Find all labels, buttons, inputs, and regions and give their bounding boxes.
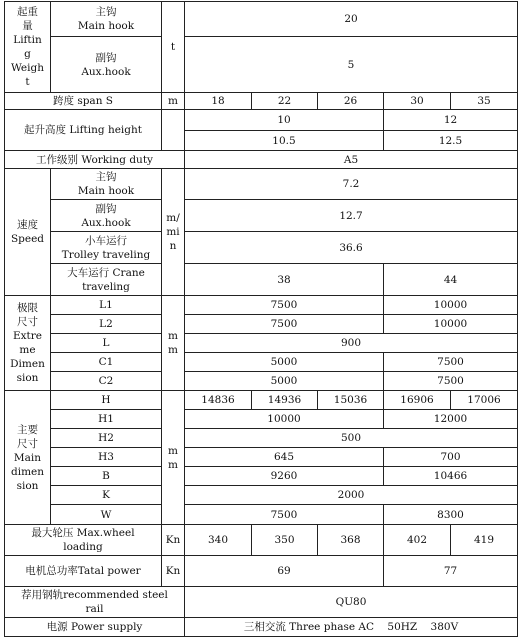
total-power-unit: Kn	[162, 556, 185, 587]
speed-main-hook-label: 主钩 Main hook	[51, 169, 162, 200]
row-dim-W	[5, 505, 518, 525]
speed-aux-hook-label: 副钩 Aux.hook	[51, 200, 162, 232]
dim-H-value: 14836	[185, 391, 252, 410]
crane-spec-table	[4, 1, 518, 637]
wheel-pressure-label: 最大轮压 Max.wheel loading	[5, 525, 162, 556]
row-total-power	[5, 556, 518, 587]
lifting-height-unit	[162, 110, 185, 151]
total-power-value: 69	[185, 556, 384, 587]
dim-B-label: B	[51, 467, 162, 486]
dim-L2-label: L2	[51, 315, 162, 334]
main-dim-label: 主要 尺寸 Main dimen sion	[5, 391, 51, 525]
dim-H-value: 14936	[252, 391, 318, 410]
span-value: 30	[384, 93, 451, 110]
dim-L1-value: 10000	[384, 296, 518, 315]
dim-H-value: 17006	[451, 391, 518, 410]
dim-L2-value: 10000	[384, 315, 518, 334]
power-supply-label: 电源 Power supply	[5, 618, 185, 637]
row-working-duty	[5, 151, 518, 169]
row-capacity-aux	[5, 37, 518, 93]
row-speed-trolley	[5, 232, 518, 264]
extreme-dim-unit: mm	[162, 296, 185, 391]
row-dim-B	[5, 467, 518, 486]
extreme-dim-label: 极限 尺寸 Extre me Dimen sion	[5, 296, 51, 391]
dim-H1-label: H1	[51, 410, 162, 429]
row-wheel-pressure	[5, 525, 518, 556]
dim-H1-value: 10000	[185, 410, 384, 429]
dim-B-value: 9260	[185, 467, 384, 486]
dim-L-value: 900	[185, 334, 518, 353]
row-dim-H1	[5, 410, 518, 429]
wheel-pressure-unit: Kn	[162, 525, 185, 556]
span-unit: m	[162, 93, 185, 110]
dim-C1-value: 7500	[384, 353, 518, 372]
dim-L2-value: 7500	[185, 315, 384, 334]
lifting-height-value: 10	[185, 110, 384, 131]
span-value: 18	[185, 93, 252, 110]
dim-H-label: H	[51, 391, 162, 410]
main-dim-unit: mm	[162, 391, 185, 525]
dim-B-value: 10466	[384, 467, 518, 486]
dim-H-value: 16906	[384, 391, 451, 410]
speed-crane-value: 44	[384, 264, 518, 296]
span-value: 26	[318, 93, 384, 110]
row-rail	[5, 587, 518, 618]
working-duty-value: A5	[185, 151, 518, 169]
dim-H3-value: 645	[185, 448, 384, 467]
dim-H2-value: 500	[185, 429, 518, 448]
speed-crane-value: 38	[185, 264, 384, 296]
span-value: 22	[252, 93, 318, 110]
row-dim-K	[5, 486, 518, 505]
speed-trolley-value: 36.6	[185, 232, 518, 264]
row-dim-H	[5, 391, 518, 410]
span-value: 35	[451, 93, 518, 110]
dim-W-label: W	[51, 505, 162, 525]
dim-H1-value: 12000	[384, 410, 518, 429]
dim-C1-value: 5000	[185, 353, 384, 372]
wheel-pressure-value: 368	[318, 525, 384, 556]
row-power-supply	[5, 618, 518, 637]
power-supply-value: 三相交流 Three phase AC 50HZ 380V	[185, 618, 518, 637]
total-power-label: 电机总功率Tatal power	[5, 556, 162, 587]
row-dim-L1	[5, 296, 518, 315]
capacity-label: 起重 量 Liftin g Weigh t	[5, 2, 51, 93]
working-duty-label: 工作级别 Working duty	[5, 151, 185, 169]
rail-value: QU80	[185, 587, 518, 618]
dim-H-value: 15036	[318, 391, 384, 410]
speed-aux-hook-value: 12.7	[185, 200, 518, 232]
dim-L1-value: 7500	[185, 296, 384, 315]
rail-label: 荐用钢轨recommended steel rail	[5, 587, 185, 618]
lifting-height-value: 12.5	[384, 131, 518, 151]
lifting-height-value: 12	[384, 110, 518, 131]
dim-K-value: 2000	[185, 486, 518, 505]
row-dim-C2	[5, 372, 518, 391]
dim-H2-label: H2	[51, 429, 162, 448]
row-dim-H3	[5, 448, 518, 467]
row-dim-H2	[5, 429, 518, 448]
dim-W-value: 7500	[185, 505, 384, 525]
speed-crane-label: 大车运行 Crane traveling	[51, 264, 162, 296]
dim-H3-value: 700	[384, 448, 518, 467]
dim-L-label: L	[51, 334, 162, 353]
total-power-value: 77	[384, 556, 518, 587]
wheel-pressure-value: 419	[451, 525, 518, 556]
wheel-pressure-value: 340	[185, 525, 252, 556]
row-span	[5, 93, 518, 110]
lifting-height-label: 起升高度 Lifting height	[5, 110, 162, 151]
dim-H3-label: H3	[51, 448, 162, 467]
speed-trolley-label: 小车运行 Trolley traveling	[51, 232, 162, 264]
capacity-aux-hook-label: 副钩 Aux.hook	[51, 37, 162, 93]
wheel-pressure-value: 402	[384, 525, 451, 556]
span-label: 跨度 span S	[5, 93, 162, 110]
wheel-pressure-value: 350	[252, 525, 318, 556]
row-lifting-height-1	[5, 110, 518, 131]
row-dim-C1	[5, 353, 518, 372]
dim-W-value: 8300	[384, 505, 518, 525]
dim-C1-label: C1	[51, 353, 162, 372]
speed-unit: m/ mi n	[162, 169, 185, 296]
row-speed-aux	[5, 200, 518, 232]
dim-K-label: K	[51, 486, 162, 505]
speed-label: 速度 Speed	[5, 169, 51, 296]
lifting-height-value: 10.5	[185, 131, 384, 151]
row-dim-L2	[5, 315, 518, 334]
dim-C2-value: 5000	[185, 372, 384, 391]
speed-main-hook-value: 7.2	[185, 169, 518, 200]
spec-table-wrapper	[4, 1, 518, 637]
row-speed-main	[5, 169, 518, 200]
capacity-main-hook-value: 20	[185, 2, 518, 37]
dim-C2-label: C2	[51, 372, 162, 391]
row-capacity-main	[5, 2, 518, 37]
capacity-unit: t	[162, 2, 185, 93]
row-dim-L	[5, 334, 518, 353]
capacity-aux-hook-value: 5	[185, 37, 518, 93]
capacity-main-hook-label: 主钩 Main hook	[51, 2, 162, 37]
row-speed-crane	[5, 264, 518, 296]
dim-C2-value: 7500	[384, 372, 518, 391]
dim-L1-label: L1	[51, 296, 162, 315]
